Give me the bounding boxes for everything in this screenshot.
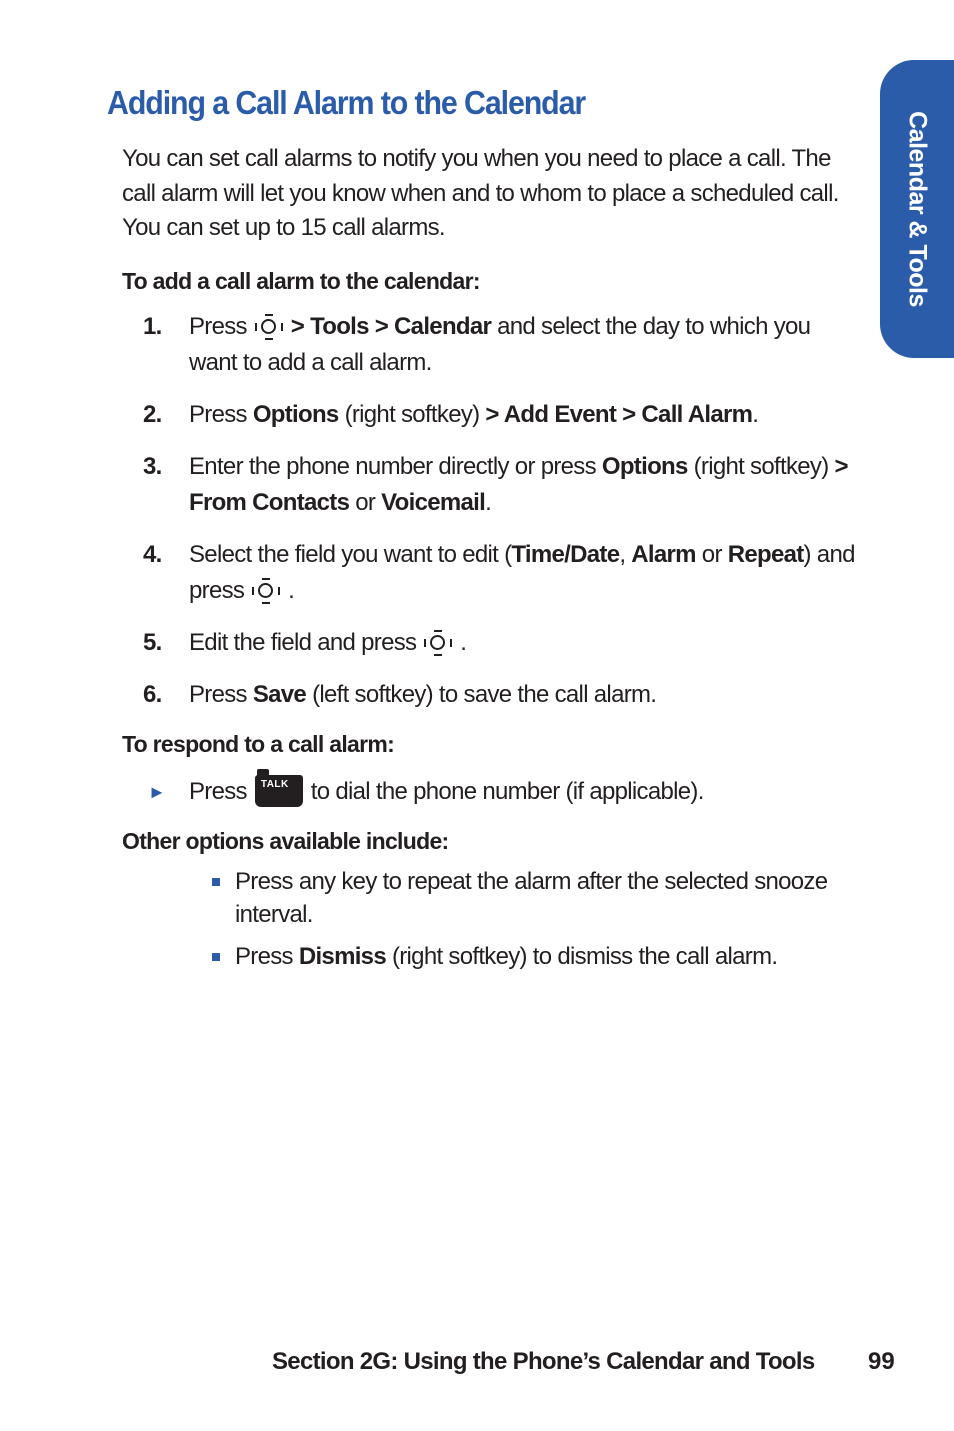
side-tab-label: Calendar & Tools [903,111,932,307]
option-text: (right softkey) to dismiss the call alarm. [391,942,778,970]
square-bullet-icon [212,878,220,886]
step-text: (right softkey) [344,400,480,428]
option-item [235,940,862,973]
step-bold-text: Time/Date [511,540,620,568]
step-text: and select the day to which you want to add a call alarm. [189,312,811,376]
step-number: 1. [143,312,162,340]
step-6 [122,677,862,713]
step-bold-text: > Add Event > Call Alarm [485,400,753,428]
step-text: to dial the phone number (if applicable). [310,777,704,805]
step-number: 3. [143,452,162,480]
step-text: Press [189,312,247,340]
intro-paragraph: You can set call alarms to notify you when you need to place a call. The call alarm will let you know when and to whom to place a scheduled call. You can set up to 15 call alarms. [122,145,839,241]
step-text: . [752,400,759,428]
step-4 [122,537,862,609]
option-text: Press any key to repeat the alarm after the selected snooze interval. [235,867,828,928]
step-bold-text: Options [252,400,339,428]
step-text: or [355,488,376,516]
step-3 [122,449,862,521]
step-text: Press [189,680,247,708]
step-text: . [485,488,492,516]
step-text: Press [189,400,247,428]
step-text: (right softkey) [693,452,829,480]
options-list [235,865,862,973]
respond-step [122,774,862,810]
add-heading: To add a call alarm to the calendar: [122,267,480,294]
step-bold-text: > Tools > Calendar [290,312,492,340]
step-bold-text: Alarm [631,540,696,568]
respond-heading: To respond to a call alarm: [122,730,395,757]
step-number: 4. [143,540,162,568]
option-bold-text: Dismiss [298,942,386,970]
talk-key-icon [255,775,303,807]
step-number: 2. [143,400,162,428]
page-content [122,142,862,973]
step-bold-text: > From Contacts [189,452,848,516]
step-text: Enter the phone number directly or press [189,452,596,480]
step-bold-text: Options [601,452,688,480]
step-text: Select the field you want to edit ( [189,540,512,568]
step-bold-text: Save [252,680,307,708]
steps-list [122,309,862,713]
menu-ok-key-icon [255,314,283,340]
step-2 [122,397,862,433]
step-number: 5. [143,628,162,656]
step-text: (left softkey) to save the call alarm. [312,680,657,708]
options-heading: Other options available include: [122,827,449,854]
option-text: Press [235,942,293,970]
menu-ok-key-icon [424,630,452,656]
step-bold-text: Repeat [727,540,804,568]
step-text: . [460,628,467,656]
section-side-tab [880,60,954,358]
page-title: Adding a Call Alarm to the Calendar [107,84,586,121]
arrow-bullet-icon: ► [148,781,166,802]
talk-key-label: TALK [260,778,289,790]
step-number: 6. [143,680,162,708]
step-1 [122,309,862,381]
square-bullet-icon [212,953,220,961]
option-item [235,865,835,931]
step-5 [122,625,862,661]
step-text: ) and press [189,540,855,604]
step-text: or [701,540,722,568]
menu-ok-key-icon [252,578,280,604]
step-text: , [619,540,626,568]
step-bold-text: Voicemail [381,488,486,516]
page-number: 99 [868,1348,895,1375]
footer-section-title: Section 2G: Using the Phone’s Calendar and Tools [272,1348,815,1375]
step-text: Edit the field and press [189,628,417,656]
step-text: Press [189,777,247,805]
step-text: . [288,576,295,604]
